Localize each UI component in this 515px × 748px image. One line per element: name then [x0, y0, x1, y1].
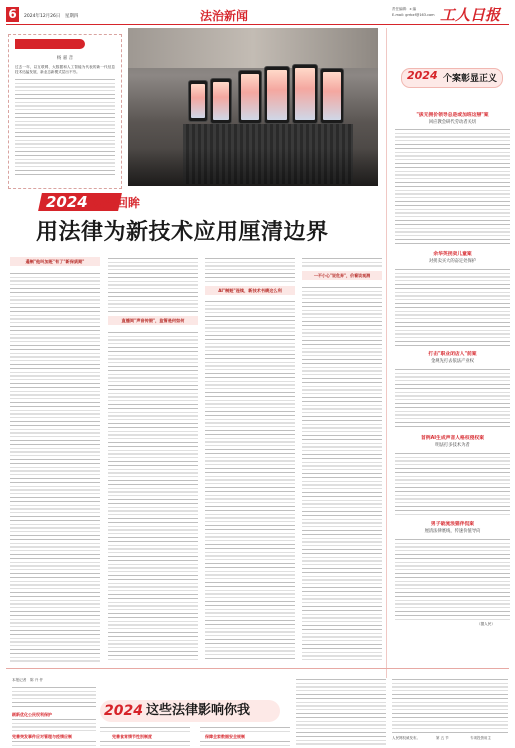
- bottom-sub2: 完善突发事件应对管理与疫情应制: [12, 734, 72, 739]
- case5-title: 男子破流浪猫伴侃案: [430, 522, 475, 527]
- cases-banner-text: 个案彰显正义: [443, 74, 498, 84]
- body-col1: [10, 272, 100, 662]
- phone-6: [210, 78, 232, 124]
- phone-5: [188, 80, 208, 122]
- case5-subtitle: 厘清法律底线，传速价值导向: [424, 529, 481, 534]
- bottom-col2-lines: [100, 726, 190, 732]
- photo-ceiling: [128, 28, 378, 68]
- kicker-tail: 法治回眸: [92, 196, 141, 210]
- cases-footer-note: （据人民）: [477, 622, 495, 626]
- body-col3-top: [205, 257, 295, 283]
- page-number: 6: [8, 7, 17, 21]
- bottom-col3-lines: [200, 726, 290, 732]
- body-col2: [108, 331, 198, 662]
- case3-subtitle: 金规先打去依法产业权: [431, 359, 474, 364]
- case1-body: [395, 128, 510, 246]
- bottom-byline: 本报记者 陈 升 仟: [12, 678, 44, 682]
- body-col3: [205, 300, 295, 662]
- bottom-col4-lines: [296, 678, 386, 746]
- bottom-footer-caption: 人民网权威发布。: [392, 736, 420, 740]
- column-label: [15, 39, 85, 56]
- main-headline: 用法律为新技术应用厘清边界: [36, 219, 329, 245]
- bottom-sub4: 保障全家数据安全规制: [205, 734, 245, 739]
- page-number-box: [6, 7, 19, 22]
- column-body-lines: [15, 78, 115, 178]
- bottom-footer-right-2: 第 五 节: [436, 736, 449, 740]
- bottom-col1-lines-3: [12, 740, 96, 746]
- case1-title: "拔无拥价领导总是或加班这掰"案: [416, 113, 489, 118]
- body-col2-top: [108, 257, 198, 312]
- phone-2: [264, 66, 290, 124]
- photo-foreground: [128, 148, 378, 186]
- column-box: [8, 34, 122, 189]
- case2-title: 余华英拐卖儿童案: [433, 252, 472, 257]
- hero-photo: [128, 28, 378, 186]
- issue-date: 2024年12月26日 星期四: [24, 14, 79, 19]
- case3-title: 打击"职业闭店人"前案: [428, 352, 477, 357]
- phone-4: [320, 68, 344, 124]
- right-column: [386, 28, 512, 678]
- bottom-headline-year: 2024: [104, 703, 143, 719]
- case4-subtitle: 明法打多技术为者: [435, 443, 470, 448]
- editor-info: 责任编辑：x 编: [392, 7, 417, 11]
- bottom-col1-lines: [12, 686, 96, 708]
- case5-body: [395, 538, 510, 620]
- subhead-1: 遏制"他叫加班"有了"新保质期": [10, 257, 100, 266]
- kicker-year: 2024: [46, 193, 88, 211]
- body-col4-top: [302, 257, 382, 269]
- case1-subtitle: 回应教会研代劳动者关切: [428, 120, 477, 125]
- column-opening: 过去一年，以互联网、大数据和人工智能为代表的新一代信息技术迅猛发展，新业态新模式层出不穷。: [15, 65, 115, 74]
- masthead: 工人日报: [440, 6, 501, 24]
- body-col4: [302, 286, 382, 662]
- subhead-3: AI"制赃"连续，新技术书绩这么利: [205, 286, 295, 295]
- bottom-col1-lines-2: [12, 718, 96, 732]
- bottom-sub3: 完善食宵情节性别制度: [112, 734, 152, 739]
- editor-email: E-mail: grrbxf@163.com: [392, 13, 435, 17]
- case2-body: [395, 268, 510, 346]
- section-title: 法治新闻: [200, 9, 249, 23]
- bottom-divider: [6, 668, 509, 669]
- column-label-text: 关 注 切 指: [23, 50, 49, 56]
- case2-subtitle: 对拐卖买大的奋定处保护: [428, 259, 477, 264]
- case4-title: 首例AI生成声音人格权侵权案: [420, 436, 485, 441]
- header-rule: [6, 24, 509, 25]
- subhead-4: 一不小心"说危弃"，价看谈观测: [302, 271, 382, 280]
- cases-banner-year: 2024: [407, 69, 438, 82]
- phone-1: [238, 70, 262, 124]
- phone-3: [292, 64, 318, 124]
- subhead-2: 直播间"声音传假"，监管是何如何: [108, 316, 198, 325]
- bottom-col2-lines-2: [100, 740, 190, 746]
- bottom-headline-text: 这些法律影响你我: [146, 703, 251, 718]
- bottom-footer-right: 专项投资用主: [470, 736, 491, 740]
- column-author: 杨 嘉 音: [56, 56, 74, 61]
- bottom-sub1: 刷新优化公民权利保护: [12, 712, 52, 717]
- case4-body: [395, 452, 510, 516]
- bottom-col3-lines-2: [200, 740, 290, 746]
- case3-body: [395, 368, 510, 430]
- bottom-col5-lines: [392, 678, 508, 734]
